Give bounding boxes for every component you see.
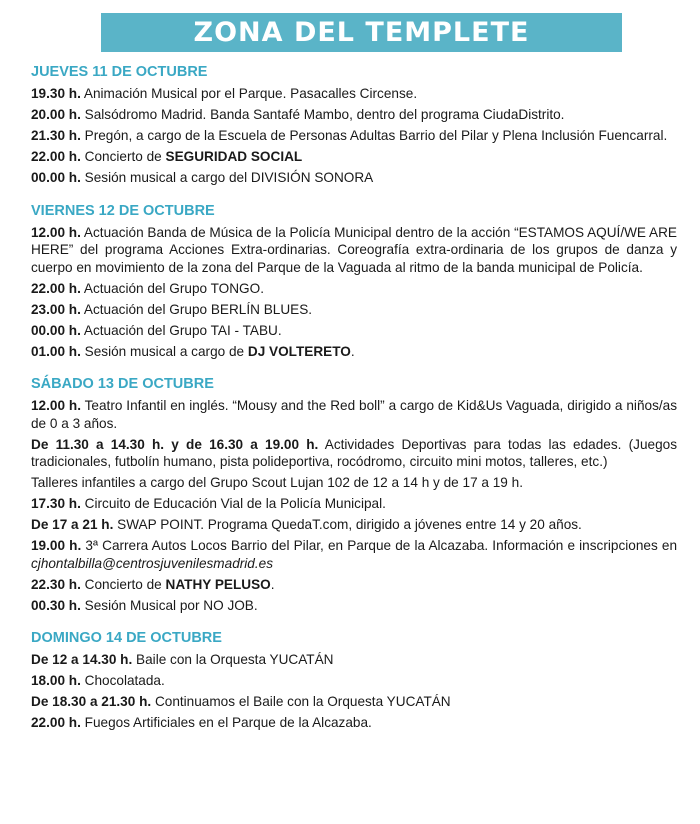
event-text: Animación Musical por el Parque. Pasacalles Circense.: [80, 86, 418, 101]
event-headliner: NATHY PELUSO: [165, 576, 271, 592]
event-text: Fuegos Artificiales en el Parque de la Alcazaba.: [80, 715, 372, 730]
event-item: [31, 85, 677, 103]
event-text-suffix: .: [270, 576, 275, 592]
event-text: Circuito de Educación Vial de la Policía Municipal.: [80, 496, 386, 511]
event-item: [31, 301, 677, 319]
schedule: [31, 60, 677, 746]
event-time: 18.00 h.: [31, 673, 81, 688]
event-item: [31, 576, 677, 594]
event-item: [31, 322, 677, 340]
event-text: Continuamos el Baile con la Orquesta YUCATÁN: [151, 694, 451, 709]
event-text: Actividades Deportivas para todas las edades. (Juegos tradicionales, futbolín humano, pista polideportiva, rocódromo, circuito mini motos, talleres, etc.): [31, 436, 677, 469]
event-item: [31, 397, 677, 432]
event-text-suffix: .: [350, 343, 355, 359]
section-banner: [101, 13, 622, 52]
event-time: 19.00 h.: [31, 538, 82, 553]
event-headliner: SEGURIDAD SOCIAL: [165, 149, 303, 164]
event-text: Pregón, a cargo de la Escuela de Personas Adultas Barrio del Pilar y Plena Inclusión Fuencarral.: [80, 128, 668, 143]
event-time: De 11.30 a 14.30 h. y de 16.30 a 19.00 h.: [31, 436, 319, 452]
day-title: VIERNES 12 DE OCTUBRE: [31, 202, 215, 219]
event-text: Sesión Musical por NO JOB.: [80, 597, 258, 613]
event-time: De 12 a 14.30 h.: [31, 652, 133, 667]
event-text: Salsódromo Madrid. Banda Santafé Mambo, dentro del programa CiudaDistrito.: [80, 107, 565, 122]
event-text: Baile con la Orquesta YUCATÁN: [132, 652, 334, 667]
event-item: [31, 224, 677, 277]
event-time: 00.00 h.: [31, 322, 81, 338]
event-time: 22.30 h.: [31, 576, 81, 592]
event-item: [31, 672, 677, 690]
day-section: [31, 374, 677, 614]
day-section: [31, 62, 677, 187]
event-time: 00.30 h.: [31, 597, 81, 613]
event-item: [31, 693, 677, 711]
event-text: Chocolatada.: [80, 673, 165, 688]
event-text: Talleres infantiles a cargo del Grupo Scout Lujan 102 de 12 a 14 h y de 17 a 19 h.: [31, 475, 523, 490]
section-title: ZONA DEL TEMPLETE: [193, 17, 530, 48]
event-time: 12.00 h.: [31, 398, 81, 413]
event-item: [31, 436, 677, 471]
day-title: SÁBADO 13 DE OCTUBRE: [31, 376, 214, 392]
day-section: [31, 201, 677, 361]
event-time: 01.00 h.: [31, 343, 81, 359]
event-item: [31, 343, 677, 361]
event-email-link[interactable]: cjhontalbilla@centrosjuvenilesmadrid.es: [31, 555, 273, 571]
day-title: DOMINGO 14 DE OCTUBRE: [31, 630, 222, 646]
event-time: 22.00 h.: [31, 715, 81, 730]
event-item: [31, 516, 677, 534]
event-time: 23.00 h.: [31, 301, 81, 317]
event-text: Sesión musical a cargo del DIVISIÓN SONORA: [80, 170, 374, 185]
event-headliner: DJ VOLTERETO: [247, 343, 351, 359]
event-item: [31, 474, 677, 492]
event-text: 3ª Carrera Autos Locos Barrio del Pilar, en Parque de la Alcazaba. Información e inscripciones en: [81, 538, 678, 553]
event-text: Actuación del Grupo BERLÍN BLUES.: [80, 301, 313, 317]
event-text: SWAP POINT. Programa QuedaT.com, dirigido a jóvenes entre 14 y 20 años.: [113, 517, 582, 532]
event-text: Sesión musical a cargo de: [80, 343, 248, 359]
event-text: Actuación del Grupo TONGO.: [80, 280, 264, 296]
event-item: [31, 714, 677, 732]
event-time: 19.30 h.: [31, 86, 81, 101]
event-item: [31, 148, 677, 166]
event-text: Teatro Infantil en inglés. “Mousy and the Red boll” a cargo de Kid&Us Vaguada, dirigido a niños/as de 0 a 3 años.: [31, 398, 678, 431]
event-item: [31, 280, 677, 298]
event-item: [31, 495, 677, 513]
event-time: De 17 a 21 h.: [31, 517, 114, 532]
event-text: Actuación Banda de Música de la Policía Municipal dentro de la acción “ESTAMOS AQUÍ/WE ARE HERE” del programa Acciones Extra-ordinarias. Coreografía extra-ordinaria de los grupos de danza y cuerpo en movimiento de la zona del Parque de la Vaguada al ritmo de la banda municipal de Policía.: [31, 224, 677, 275]
event-time: De 18.30 a 21.30 h.: [31, 694, 152, 709]
event-time: 00.00 h.: [31, 170, 81, 185]
event-time: 20.00 h.: [31, 107, 81, 122]
day-title: JUEVES 11 DE OCTUBRE: [31, 64, 208, 80]
event-time: 12.00 h.: [31, 224, 81, 240]
day-section: [31, 628, 677, 732]
event-text: Concierto de: [80, 576, 166, 592]
event-item: [31, 169, 677, 187]
event-item: [31, 597, 677, 615]
event-item: [31, 106, 677, 124]
event-item: [31, 651, 677, 669]
event-time: 22.00 h.: [31, 149, 81, 164]
event-text: Concierto de: [80, 149, 166, 164]
event-time: 21.30 h.: [31, 128, 81, 143]
event-time: 17.30 h.: [31, 496, 81, 511]
event-item: [31, 127, 677, 145]
event-text: Actuación del Grupo TAI - TABU.: [80, 322, 282, 338]
event-time: 22.00 h.: [31, 280, 81, 296]
event-item: [31, 537, 677, 572]
